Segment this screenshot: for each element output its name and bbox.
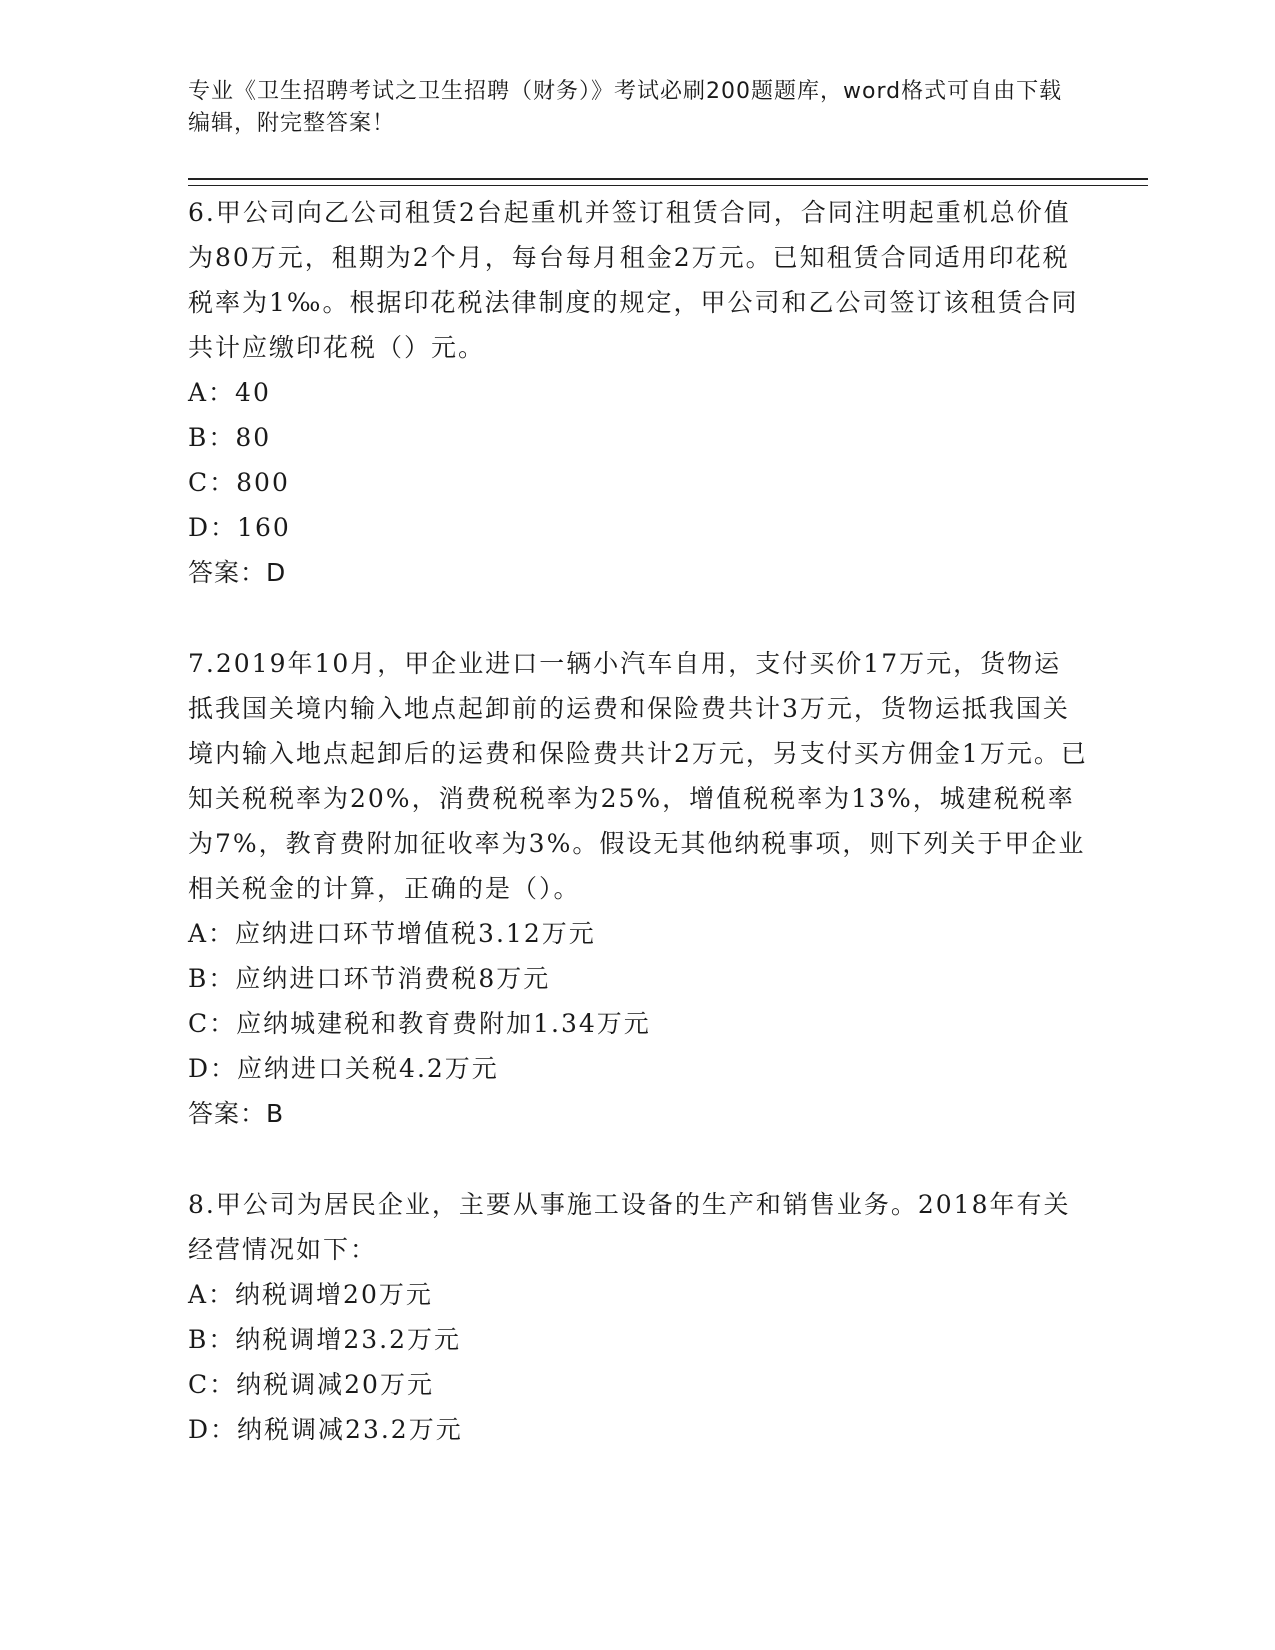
document-header: 专业《卫生招聘考试之卫生招聘（财务）》考试必刷200题题库，word格式可自由下载编辑，附完整答案！ (188, 79, 1063, 136)
option-c: C：纳税调减20万元 (188, 1370, 434, 1399)
question-7 (188, 641, 1088, 1136)
answer: 答案：B (188, 1099, 285, 1128)
question-stem: 7.2019年10月，甲企业进口一辆小汽车自用，支付买价17万元，货物运抵我国关境内输入地点起卸前的运费和保险费共计3万元，货物运抵我国关境内输入地点起卸后的运费和保险费共计2万元，另支付买方佣金1万元。已知关税税率为20%，消费税税率为25%，增值税税率为13%，城建税税率为7%，教育费附加征收率为3%。假设无其他纳税事项，则下列关于甲企业相关税金的计算，正确的是（）。 (188, 649, 1088, 903)
question-6 (188, 190, 1088, 595)
answer: 答案：D (188, 558, 287, 587)
option-b: B：80 (188, 423, 272, 452)
option-b: B：应纳进口环节消费税8万元 (188, 964, 551, 993)
option-c: C：应纳城建税和教育费附加1.34万元 (188, 1009, 651, 1038)
option-c: C：800 (188, 468, 290, 497)
header-rule-thin (188, 185, 1148, 186)
option-b: B：纳税调增23.2万元 (188, 1325, 462, 1354)
option-a: A：应纳进口环节增值税3.12万元 (188, 919, 596, 948)
question-8 (188, 1182, 1088, 1452)
option-d: D：160 (188, 513, 291, 542)
question-stem: 8.甲公司为居民企业，主要从事施工设备的生产和销售业务。2018年有关经营情况如下： (188, 1190, 1071, 1264)
option-d: D：应纳进口关税4.2万元 (188, 1054, 499, 1083)
option-a: A：40 (188, 378, 271, 407)
question-stem: 6.甲公司向乙公司租赁2台起重机并签订租赁合同，合同注明起重机总价值为80万元，租期为2个月，每台每月租金2万元。已知租赁合同适用印花税税率为1‰。根据印花税法律制度的规定，甲公司和乙公司签订该租赁合同共计应缴印花税（）元。 (188, 198, 1079, 362)
option-a: A：纳税调增20万元 (188, 1280, 433, 1309)
header-rule-thick (188, 178, 1148, 180)
option-d: D：纳税调减23.2万元 (188, 1415, 463, 1444)
question-list (188, 190, 1088, 1498)
